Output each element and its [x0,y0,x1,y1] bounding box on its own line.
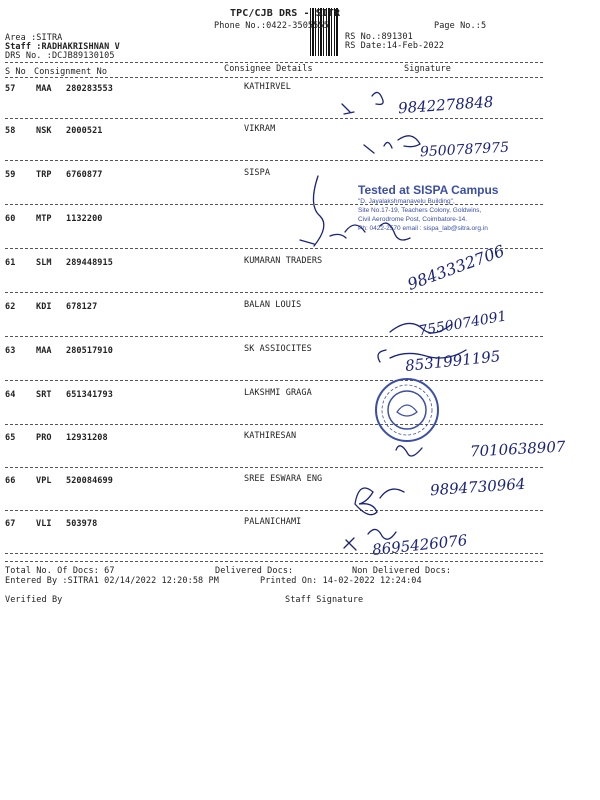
row-consignment-number: 280283553 [66,84,113,94]
row-code: NSK [36,126,52,136]
row-consignee: VIKRAM [244,124,276,134]
row-code: MTP [36,214,52,224]
row-consignee: KUMARAN TRADERS [244,256,323,266]
row-code: SRT [36,390,52,400]
row-code: PRO [36,433,52,443]
stamp-line-2: "D. Jayalakshmanavelu Building", [358,198,455,205]
row-consignment-number: 520084699 [66,476,113,486]
signature-60 [345,223,410,240]
row-handwritten-phone: 9500787975 [419,139,510,161]
row-handwritten-phone: 9894730964 [429,474,526,500]
signature-63 [378,350,466,362]
col-sno: S No [5,67,26,77]
row-sno: 58 [5,126,16,136]
stamp-line-5: Ph: 0422-2570 email : sispa_lab@sitra.org.in [358,225,488,232]
row-sno: 62 [5,302,16,312]
signature-58 [364,136,420,153]
row-consignment-number: 678127 [66,302,98,312]
non-delivered-docs: Non Delivered Docs: [352,566,452,576]
staff-signature: Staff Signature [285,595,364,605]
delivered-docs: Delivered Docs: [215,566,294,576]
row-handwritten-phone: 7010638907 [469,437,566,461]
area: Area :SITRA [5,33,63,43]
row-consignment-number: 2000521 [66,126,103,136]
rs-date: RS Date:14-Feb-2022 [345,41,445,51]
row-consignee: PALANICHAMI [244,517,302,527]
row-consignment-number: 651341793 [66,390,113,400]
staff-name: Staff :RADHAKRISHNAN V [5,42,120,52]
row-sno: 57 [5,84,16,94]
row-code: VLI [36,519,52,529]
stamp-line-4: Civil Aerodrome Post, Coimbatore-14. [358,216,468,223]
row-consignment-number: 1132200 [66,214,103,224]
signature-59 [300,176,346,246]
row-handwritten-phone: 7550074091 [417,308,508,340]
page-title: TPC/CJB DRS - SITR [230,8,341,19]
row-sno: 65 [5,433,16,443]
row-consignment-number: 289448915 [66,258,113,268]
row-consignment-number: 280517910 [66,346,113,356]
stamp-line-1: Tested at SISPA Campus [358,183,499,197]
row-code: MAA [36,346,52,356]
row-handwritten-phone: 9843332706 [404,241,507,294]
row-code: SLM [36,258,52,268]
row-consignee: SREE ESWARA ENG [244,474,323,484]
row-handwritten-phone: 9842278848 [397,92,494,118]
row-consignee: LAKSHMI GRAGA [244,388,312,398]
total-docs: Total No. Of Docs: 67 [5,566,115,576]
row-consignment-number: 503978 [66,519,98,529]
phone-number: Phone No.:0422-3505555 [214,21,329,31]
row-code: TRP [36,170,52,180]
row-consignee: KATHIRESAN [244,431,297,441]
printed-on: Printed On: 14-02-2022 12:24:04 [260,576,422,586]
row-sno: 63 [5,346,16,356]
row-handwritten-phone: 8531991195 [404,347,502,375]
row-sno: 66 [5,476,16,486]
col-signature: Signature [404,64,451,74]
col-consignee: Consignee Details [224,64,313,74]
row-handwritten-phone: 8695426076 [371,531,469,559]
row-consignment-number: 12931208 [66,433,108,443]
row-sno: 60 [5,214,16,224]
row-consignee: SISPA [244,168,271,178]
page-number: Page No.:5 [434,21,487,31]
row-sno: 59 [5,170,16,180]
rs-number: RS No.:891301 [345,32,413,42]
footer-rule [5,561,543,562]
verified-by: Verified By [5,595,63,605]
signature-65 [396,446,422,456]
row-consignee: KATHIRVEL [244,82,291,92]
row-sno: 67 [5,519,16,529]
row-consignee: SK ASSIOCITES [244,344,312,354]
row-code: VPL [36,476,52,486]
row-consignee: BALAN LOUIS [244,300,302,310]
stamp-line-3: Site No.17-19, Teachers Colony, Goldwins, [358,207,482,214]
row-code: KDI [36,302,52,312]
row-sno: 61 [5,258,16,268]
signature-66 [355,488,404,515]
col-consignment: Consignment No [34,67,108,77]
row-consignment-number: 6760877 [66,170,103,180]
signature-57 [342,104,354,114]
entered-by: Entered By :SITRA1 02/14/2022 12:20:58 PM [5,576,219,586]
signature-62 [390,323,452,332]
row-sno: 64 [5,390,16,400]
row-code: MAA [36,84,52,94]
drs-number: DRS No. :DCJB89130105 [5,51,115,61]
signature-67 [344,529,396,550]
